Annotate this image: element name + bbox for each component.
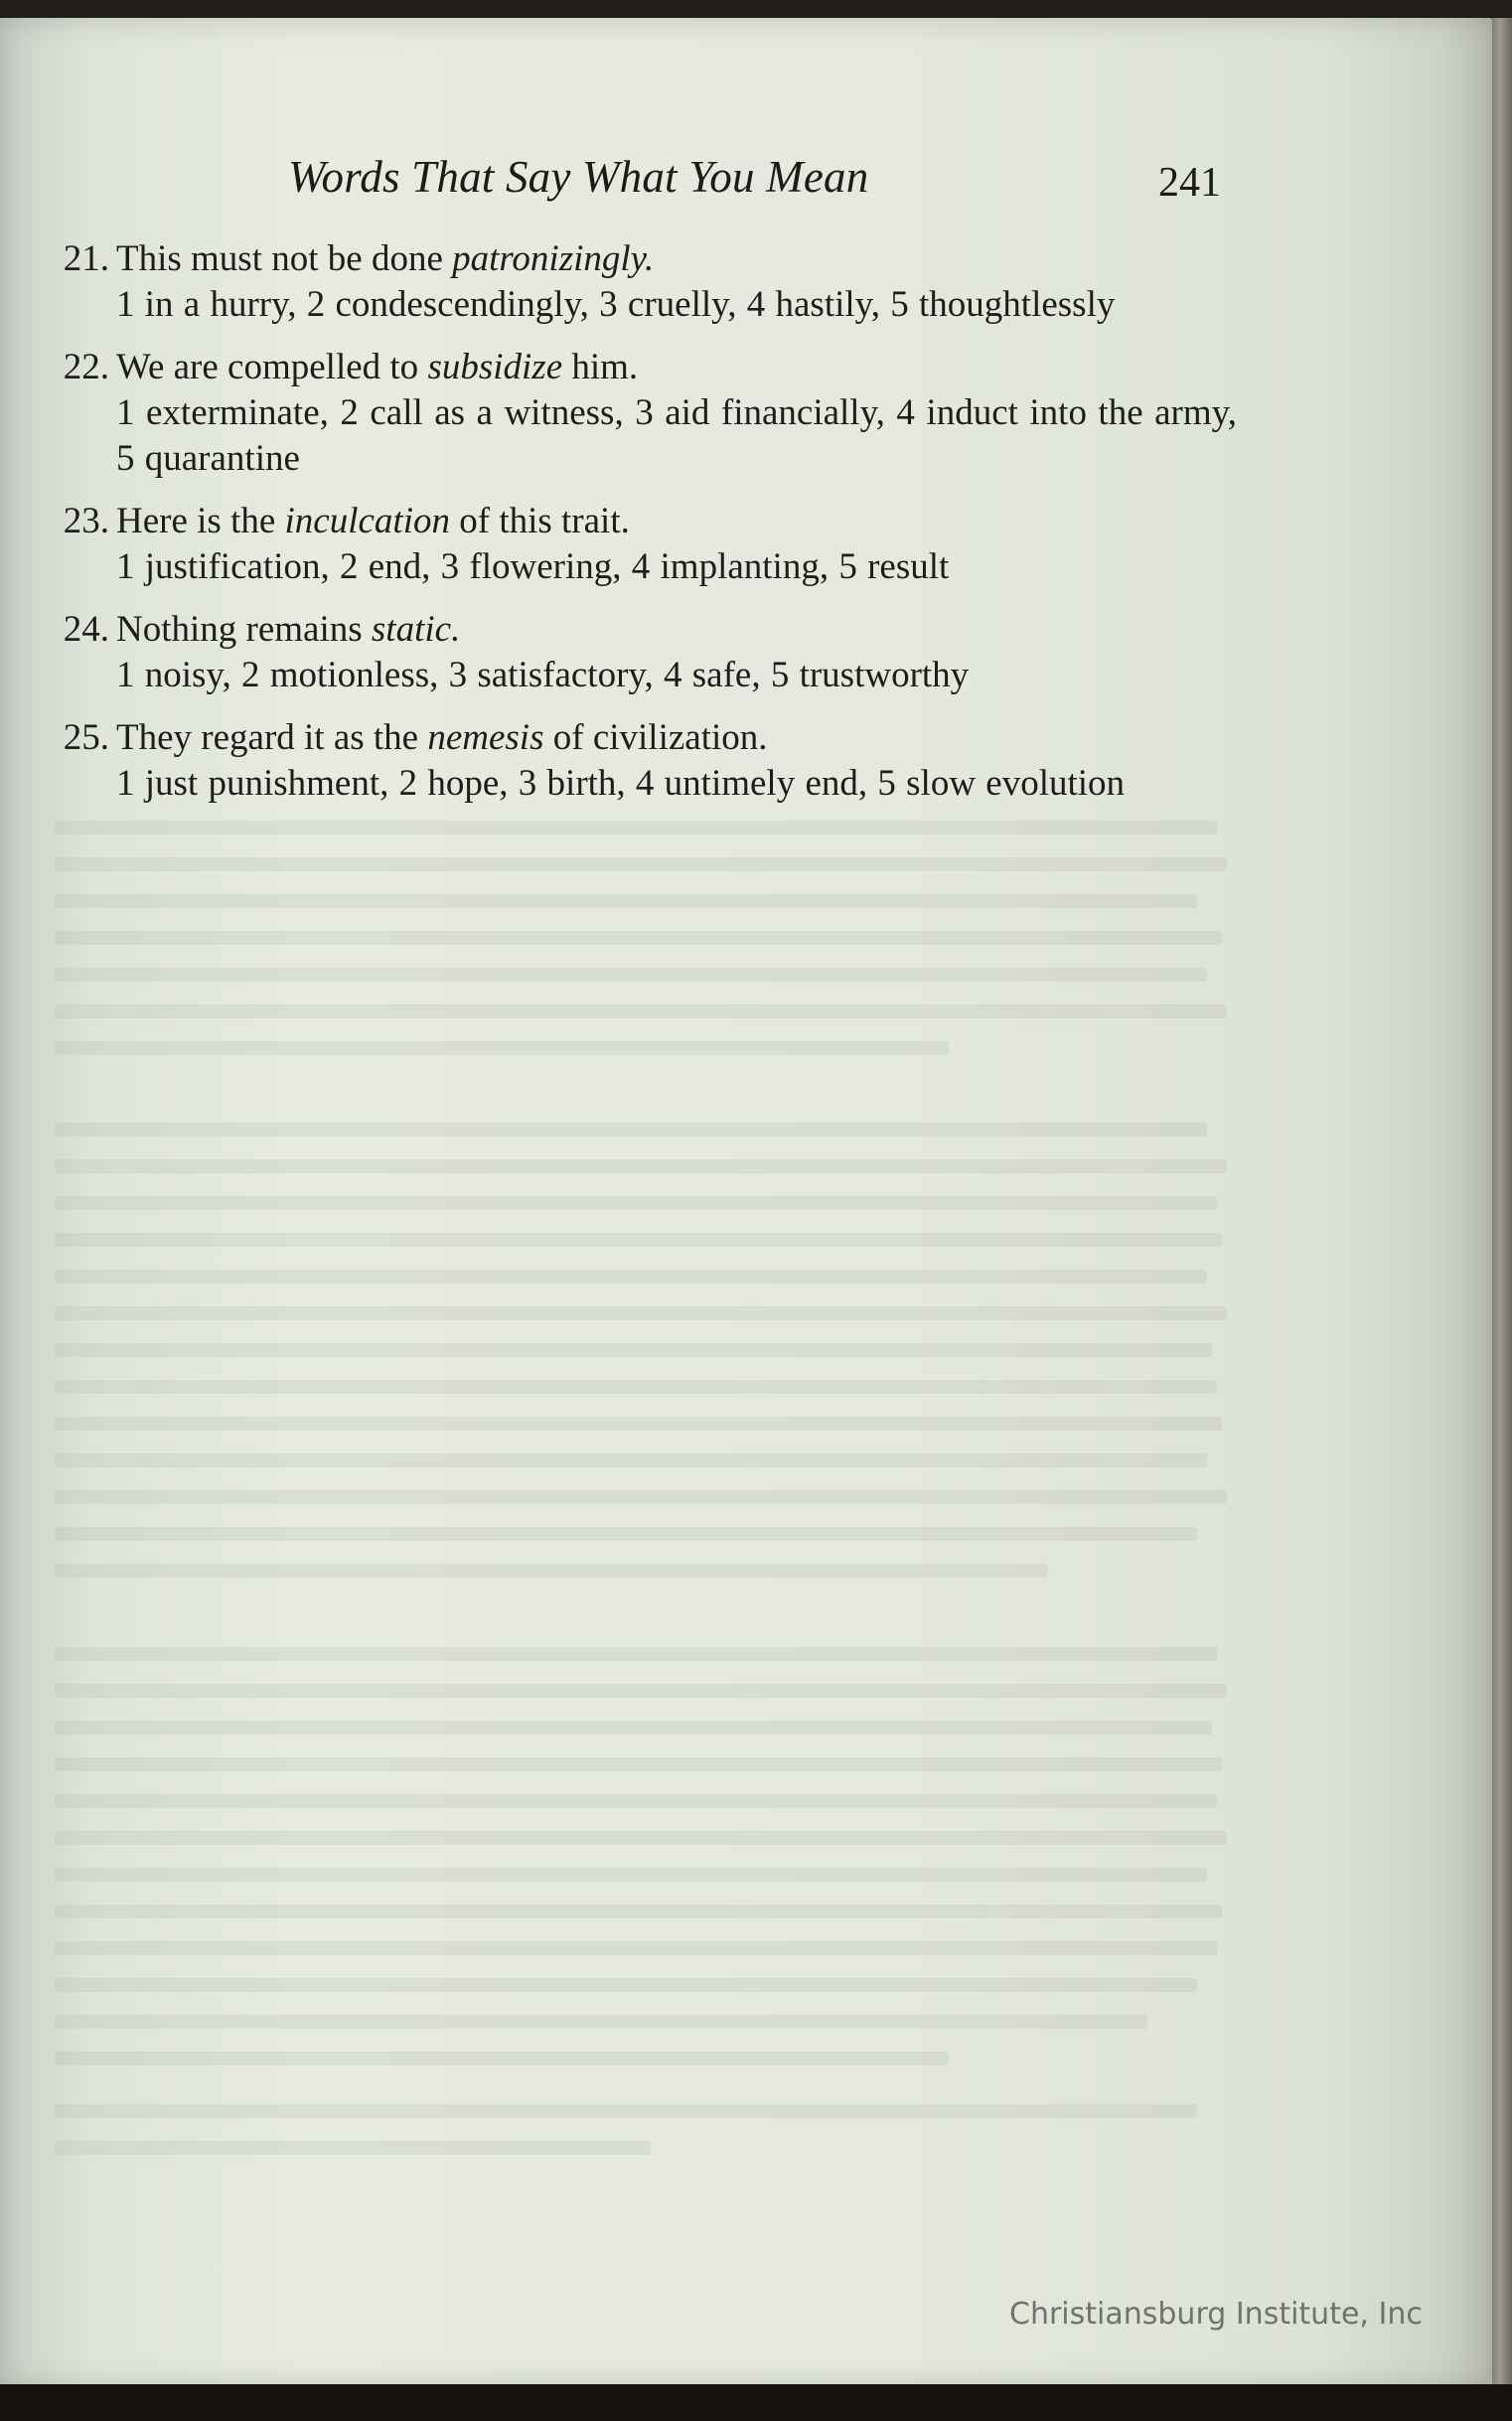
item-sentence: This must not be done patronizingly. [116,238,655,279]
item-number: 24. [63,609,109,650]
item-number: 22. [63,347,109,387]
item-keyword: nemesis [427,717,544,758]
item-sentence: Nothing remains static. [116,609,461,650]
item-keyword: patronizingly. [452,238,655,279]
scan-bottom-border [0,2384,1512,2421]
item-keyword: subsidize [427,347,563,387]
item-keyword: static. [371,609,461,650]
item-keyword: inculcation [284,501,450,541]
vocabulary-items [30,236,1237,824]
vocabulary-item [30,715,1237,807]
item-sentence: We are compelled to subsidize him. [116,347,639,387]
item-choices: 1 justification, 2 end, 3 flowering, 4 implanting, 5 result [116,546,950,587]
running-head: Words That Say What You Mean [288,152,869,202]
item-choices: 1 exterminate, 2 call as a witness, 3 aid financially, 4 induct into the army, 5 quarantine [116,392,1237,479]
item-choices: 1 noisy, 2 motionless, 3 satisfactory, 4 safe, 5 trustworthy [116,655,970,695]
item-choices: 1 in a hurry, 2 condescendingly, 3 cruelly, 4 hastily, 5 thoughtlessly [116,284,1116,325]
vocabulary-item [30,345,1237,482]
watermark: Christiansburg Institute, Inc [1009,2297,1423,2332]
item-choices: 1 just punishment, 2 hope, 3 birth, 4 untimely end, 5 slow evolution [116,763,1126,804]
item-number: 23. [63,501,109,541]
item-sentence: They regard it as the nemesis of civilization. [116,717,768,758]
item-number: 25. [63,717,109,758]
vocabulary-item [30,236,1237,328]
vocabulary-item [30,499,1237,590]
item-sentence: Here is the inculcation of this trait. [116,501,630,541]
page-number: 241 [1158,160,1221,206]
vocabulary-item [30,607,1237,698]
page-stack-edge [1492,18,1512,2387]
item-number: 21. [63,238,109,279]
